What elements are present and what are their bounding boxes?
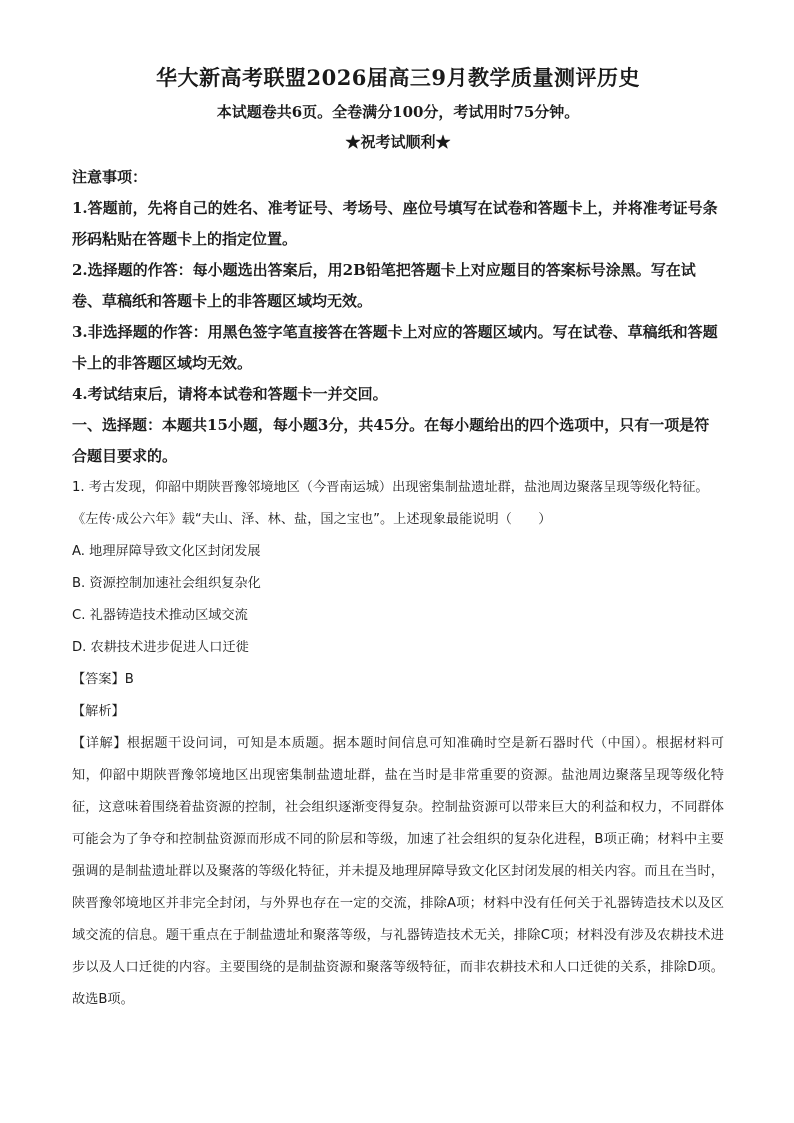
analysis-label: 【解析】 (72, 704, 125, 719)
option-c: C. 礼器铸造技术推动区域交流 (72, 608, 248, 623)
question-1 (72, 472, 724, 1016)
option-a: A. 地理屏障导致文化区封闭发展 (72, 544, 261, 559)
exam-info: 本试题卷共6页。全卷满分100分，考试用时75分钟。 (216, 103, 580, 121)
note-item-3: 3.非选择题的作答：用黑色签字笔直接答在答题卡上对应的答题区域内。写在试卷、草稿纸和答题卡上的非答题区域均无效。 (72, 323, 718, 372)
notes-heading: 注意事项： (72, 168, 148, 186)
option-d: D. 农耕技术进步促进人口迁徙 (72, 640, 249, 655)
section-heading: 一、选择题：本题共15小题，每小题3分，共45分。在每小题给出的四个选项中，只有一项是符合题目要求的。 (72, 416, 710, 465)
detailed-analysis: 【详解】根据题干设问词，可知是本质题。据本题时间信息可知准确时空是新石器时代（中国）。根据材料可知，仰韶中期陕晋豫邻境地区出现密集制盐遗址群，盐在当时是非常重要的资源。盐池周边聚落呈现等级化特征，这意味着围绕着盐资源的控制，社会组织逐渐变得复杂。控制盐资源可以带来巨大的利益和权力，不同群体可能会为了争夺和控制盐资源而形成不同的阶层和等级，加速了社会组织的复杂化进程，B项正确；材料中主要强调的是制盐遗址群以及聚落的等级化特征，并未提及地理屏障导致文化区封闭发展的相关内容。而且在当时，陕晋豫邻境地区并非完全封闭，与外界也存在一定的交流，排除A项；材料中没有任何关于礼器铸造技术以及区域交流的信息。题干重点在于制盐遗址和聚落等级，与礼器铸造技术无关，排除C项；材料没有涉及农耕技术进步以及人口迁徙的内容。主要围绕的是制盐资源和聚落等级特征，而非农耕技术和人口迁徙的关系，排除D项。故选B项。 (72, 736, 724, 1007)
good-luck-line: ★祝考试顺利★ (345, 133, 451, 151)
answer-label: 【答案】B (72, 672, 134, 687)
exam-page (72, 62, 724, 1016)
option-b: B. 资源控制加速社会组织复杂化 (72, 576, 261, 591)
note-item-2: 2.选择题的作答：每小题选出答案后，用2B铅笔把答题卡上对应题目的答案标号涂黑。写在试卷、草稿纸和答题卡上的非答题区域均无效。 (72, 261, 696, 310)
page-title: 华大新高考联盟2026届高三9月教学质量测评历史 (155, 65, 641, 90)
note-item-4: 4.考试结束后，请将本试卷和答题卡一并交回。 (72, 385, 388, 403)
question-stem: 1. 考古发现，仰韶中期陕晋豫邻境地区（今晋南运城）出现密集制盐遗址群，盐池周边聚落呈现等级化特征。《左传·成公六年》载“夫山、泽、林、盐，国之宝也”。上述现象最能说明（ ） (72, 480, 709, 527)
note-item-1: 1.答题前，先将自己的姓名、准考证号、考场号、座位号填写在试卷和答题卡上，并将准考证号条形码粘贴在答题卡上的指定位置。 (72, 199, 718, 248)
